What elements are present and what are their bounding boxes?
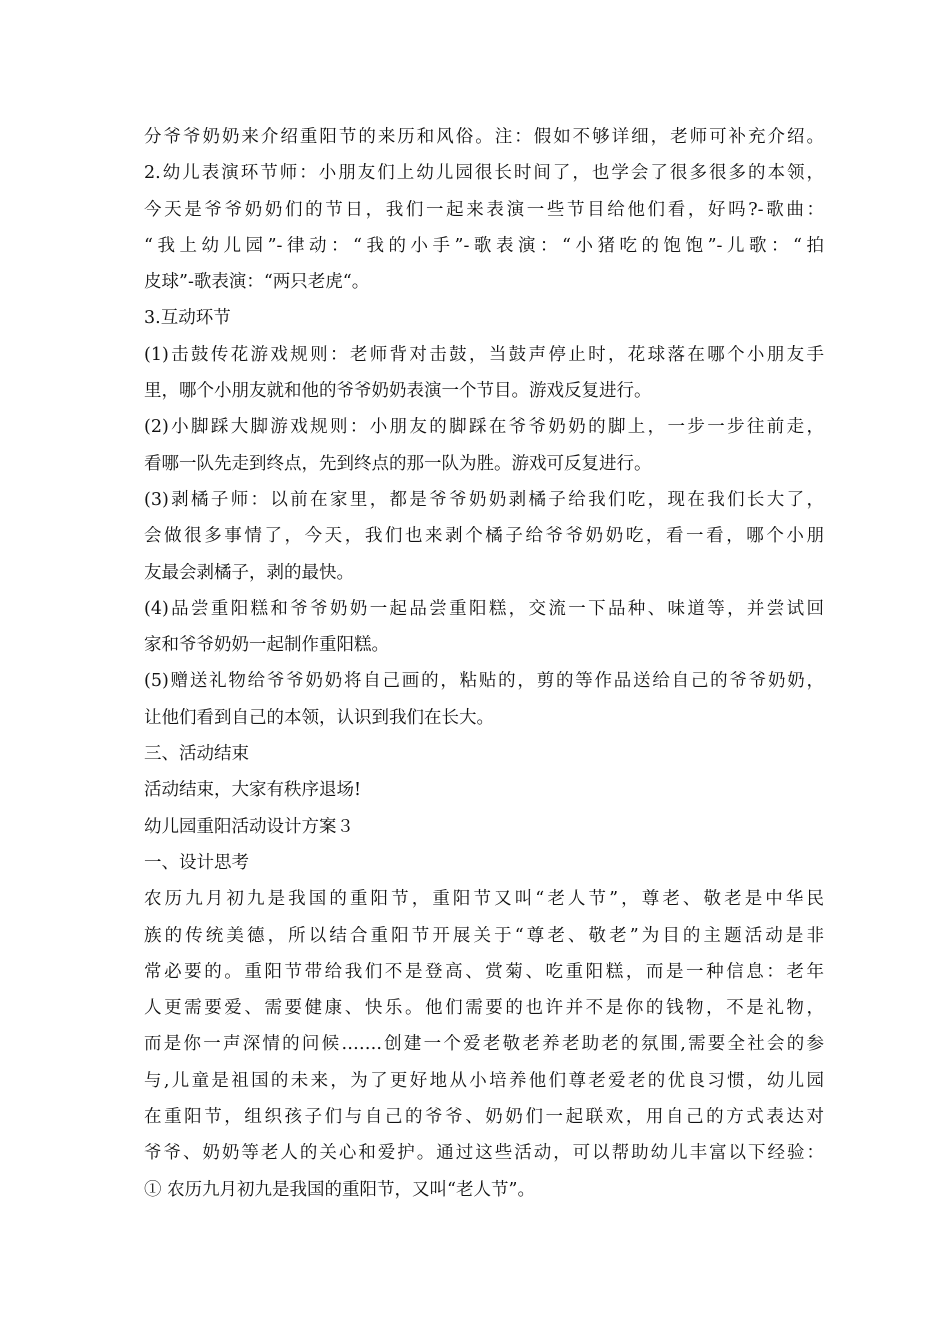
text-line-9: (2)小脚踩大脚游戏规则：小朋友的脚踩在爷爷奶奶的脚上，一步一步往前走， (144, 417, 824, 438)
text-line-25: 人更需要爱、需要健康、快乐。他们需要的也许并不是你的钱物，不是礼物， (144, 998, 824, 1019)
section-heading-design-thinking: 一、设计思考 (144, 852, 249, 873)
text-line-16: (5)赠送礼物给爷爷奶奶将自己画的，粘贴的，剪的等作品送给自己的爷爷奶奶， (144, 671, 824, 692)
section-heading-activity-end: 三、活动结束 (144, 744, 249, 765)
text-line-22: 农历九月初九是我国的重阳节，重阳节又叫“老人节”，尊老、敬老是中华民 (144, 889, 824, 910)
text-line-14: (4)品尝重阳糕和爷爷奶奶一起品尝重阳糕，交流一下品种、味道等，并尝试回 (144, 598, 824, 619)
text-line-23: 族的传统美德，所以结合重阳节开展关于“尊老、敬老”为目的主题活动是非 (144, 925, 824, 946)
text-line-1: 分爷爷奶奶来介绍重阳节的来历和风俗。注：假如不够详细，老师可补充介绍。 (144, 127, 824, 147)
text-line-13: 友最会剥橘子，剥的最快。 (144, 562, 354, 583)
text-line-2: 2.幼儿表演环节师：小朋友们上幼儿园很长时间了，也学会了很多很多的本领， (144, 163, 824, 184)
text-line-27: 与,儿童是祖国的未来，为了更好地从小培养他们尊老爱老的优良习惯，幼儿园 (144, 1070, 824, 1091)
section-heading-interaction: 3.互动环节 (144, 308, 231, 329)
text-line-12: 会做很多事情了，今天，我们也来剥个橘子给爷爷奶奶吃，看一看，哪个小朋 (144, 526, 824, 547)
text-line-3: 今天是爷爷奶奶们的节日，我们一起来表演一些节目给他们看，好吗?-歌曲： (144, 199, 824, 220)
text-line-5: 皮球”-歌表演：“两只老虎“。 (144, 272, 370, 293)
text-line-17: 让他们看到自己的本领，认识到我们在长大。 (144, 707, 494, 728)
text-line-30: ① 农历九月初九是我国的重阳节，又叫“老人节”。 (144, 1179, 535, 1200)
text-line-4: “我上幼儿园”-律动：“我的小手”-歌表演：“小猪吃的饱饱”-儿歌：“拍 (144, 235, 824, 256)
text-line-28: 在重阳节，组织孩子们与自己的爷爷、奶奶们一起联欢，用自己的方式表达对 (144, 1107, 824, 1128)
text-line-11: (3)剥橘子师：以前在家里，都是爷爷奶奶剥橘子给我们吃，现在我们长大了， (144, 489, 824, 510)
text-line-15: 家和爷爷奶奶一起制作重阳糕。 (144, 635, 389, 656)
text-line-29: 爷爷、奶奶等老人的关心和爱护。通过这些活动，可以帮助幼儿丰富以下经验： (144, 1143, 824, 1164)
document-body (144, 119, 824, 1208)
text-line-24: 常必要的。重阳节带给我们不是登高、赏菊、吃重阳糕，而是一种信息：老年 (144, 961, 824, 982)
text-line-7: (1)击鼓传花游戏规则：老师背对击鼓，当鼓声停止时，花球落在哪个小朋友手 (144, 344, 824, 365)
text-line-8: 里，哪个小朋友就和他的爷爷奶奶表演一个节目。游戏反复进行。 (144, 381, 652, 402)
plan-title-3: 幼儿园重阳活动设计方案３ (144, 816, 354, 837)
text-line-19: 活动结束，大家有秩序退场! (144, 780, 362, 801)
text-line-10: 看哪一队先走到终点，先到终点的那一队为胜。游戏可反复进行。 (144, 453, 652, 474)
text-line-26: 而是你一声深情的问候…….创建一个爱老敬老养老助老的氛围,需要全社会的参 (144, 1034, 824, 1055)
